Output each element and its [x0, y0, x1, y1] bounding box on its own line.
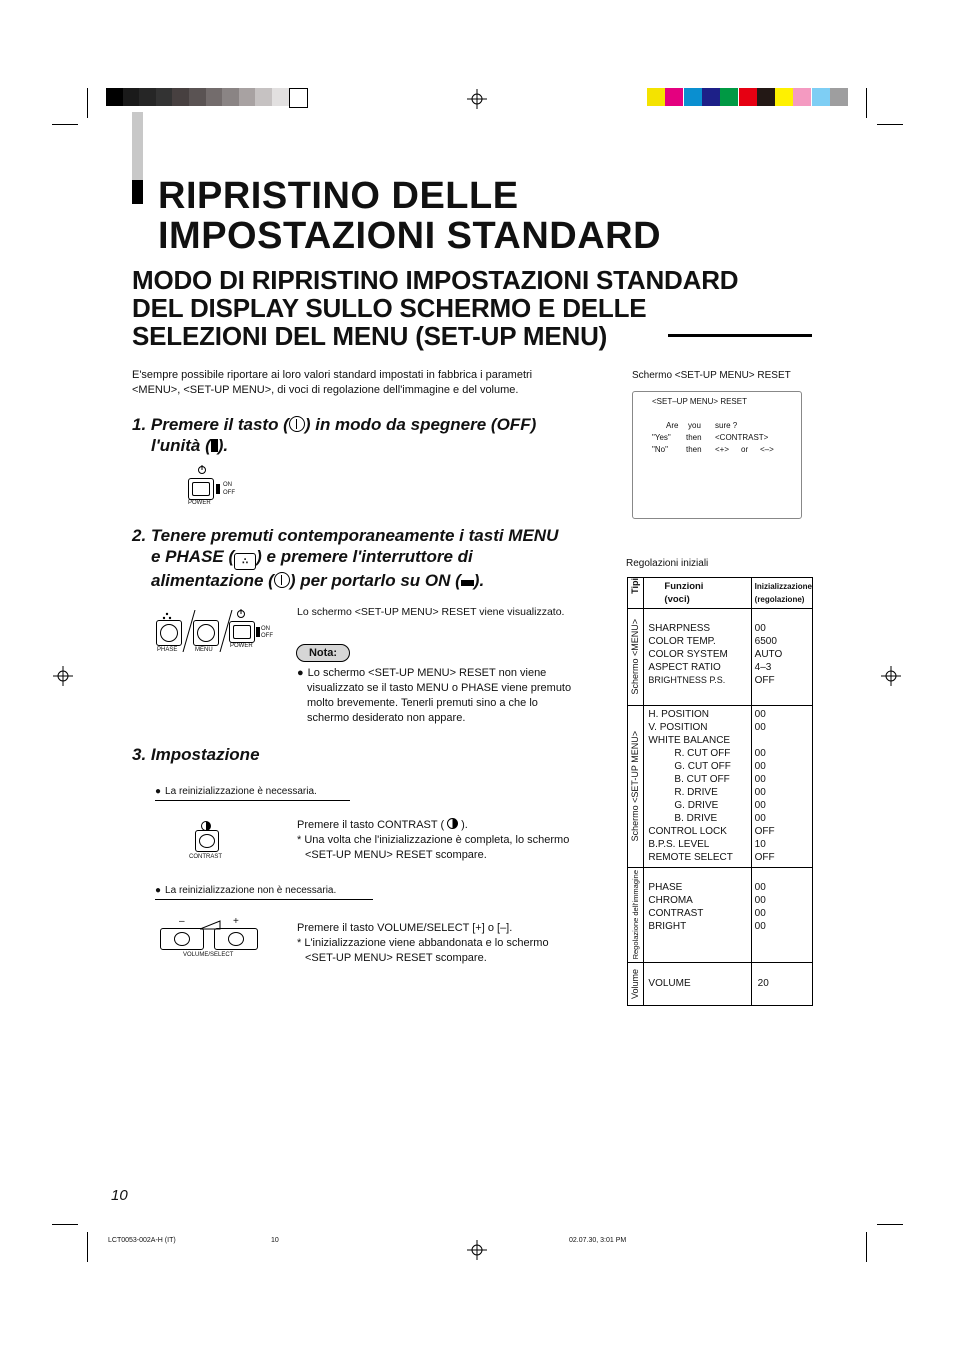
group-label: Schermo <SET-UP MENU>: [630, 731, 641, 842]
footer-date: 02.07.30, 3:01 PM: [569, 1237, 627, 1244]
power-symbol-icon: [197, 465, 207, 475]
section-heading: MODO DI RIPRISTINO IMPOSTAZIONI STANDARD DEL DISPLAY SULLO SCHERMO E DELLE SELEZIONI DEL MENU (SET-UP MENU): [132, 265, 739, 351]
color-swatch: [665, 88, 683, 106]
volume-plus-button[interactable]: [214, 928, 258, 950]
group-label: Regolazione dell'immagine: [631, 870, 641, 960]
contrast-symbol-icon: [447, 818, 458, 829]
color-swatch: [793, 88, 811, 106]
function-item: PHASE: [648, 882, 683, 893]
function-item: H. POSITION: [648, 709, 709, 720]
function-item: R. DRIVE: [674, 787, 718, 798]
gray-swatch: [289, 88, 308, 108]
color-swatch: [739, 88, 757, 106]
init-value: OFF: [754, 852, 775, 863]
init-value: 00: [754, 787, 766, 798]
gray-swatch: [239, 88, 256, 106]
step-2: 2. Tenere premuti contemporaneamente i tasti MENU e PHASE ( ∴ ) e premere l'interruttore di alimentazione ( ) per portarlo su ON ( ).: [132, 526, 559, 590]
function-item: BRIGHTNESS P.S.: [648, 675, 726, 685]
gray-swatch: [156, 88, 173, 106]
table-header-type: Tipi: [628, 578, 644, 609]
screen-caption: Schermo <SET-UP MENU> RESET: [632, 370, 791, 381]
registration-target-icon: [467, 1240, 487, 1260]
init-value: 00: [754, 709, 766, 720]
function-item: BRIGHT: [648, 921, 687, 932]
function-item: R. CUT OFF: [674, 748, 731, 759]
crop-mark: [52, 124, 78, 125]
crop-mark: [87, 88, 88, 118]
menu-label: MENU: [195, 647, 213, 653]
step-1: 1. Premere il tasto ( ) in modo da spegnere (OFF) l'unità ( ).: [132, 415, 537, 455]
volume-select-label: VOLUME/SELECT: [183, 952, 234, 958]
page-title: RIPRISTINO DELLE IMPOSTAZIONI STANDARD: [158, 175, 662, 257]
phase-symbol-icon: [161, 612, 173, 620]
init-value: 00: [754, 921, 766, 932]
crop-mark: [87, 1232, 88, 1262]
menu-button[interactable]: [193, 620, 219, 646]
function-item: ASPECT RATIO: [648, 662, 721, 673]
power-label: POWER: [230, 643, 253, 649]
switch-indicator: [256, 627, 260, 637]
gray-swatch: [189, 88, 206, 106]
footer-code: LCT0053-002A-H (IT): [108, 1237, 176, 1244]
initial-settings-table: [627, 577, 813, 1006]
init-value: 00: [754, 722, 766, 733]
off-label: OFF: [261, 633, 273, 639]
gray-swatch: [123, 88, 140, 106]
init-value: 6500: [754, 636, 777, 647]
contrast-label: CONTRAST: [189, 854, 222, 860]
switch-indicator: [216, 484, 220, 494]
init-value: 00: [754, 748, 766, 759]
step-2-caption: Lo schermo <SET-UP MENU> RESET viene visualizzato.: [297, 606, 565, 618]
gray-swatch: [106, 88, 123, 106]
gray-swatch: [139, 88, 156, 106]
table-row: [628, 963, 813, 1006]
color-swatch: [647, 88, 665, 106]
color-swatch: [702, 88, 720, 106]
color-swatch: [720, 88, 738, 106]
power-symbol-icon: [289, 416, 305, 432]
intro-text: E'sempre possibile riportare ai loro valori standard impostati in fabbrica i parametri <MENU>, <SET-UP MENU>, di voci di regolazione dell'immagine e del volume.: [132, 369, 533, 396]
page-number: 10: [111, 1187, 128, 1204]
init-value: AUTO: [754, 649, 783, 660]
table-header-function: Funzioni (voci): [644, 578, 751, 609]
init-value: 4–3: [754, 662, 772, 673]
crop-mark: [877, 124, 903, 125]
function-item: COLOR SYSTEM: [648, 649, 728, 660]
on-label: ON: [261, 626, 270, 632]
init-value: 00: [754, 761, 766, 772]
step-3: 3. Impostazione: [132, 745, 260, 764]
title-marker: [132, 180, 143, 204]
note-text: ● Lo schermo <SET-UP MENU> RESET non viene visualizzato se il tasto MENU o PHASE viene premuto molto brevemente. Tenerli premuti sino a che lo schermo desiderato non appare.: [297, 666, 607, 726]
power-symbol-icon: [236, 609, 246, 619]
minus-label: –: [179, 916, 185, 927]
function-item: VOLUME: [648, 978, 691, 989]
registration-target-icon: [53, 666, 73, 686]
heading-rule: [668, 334, 812, 337]
gray-swatch: [272, 88, 289, 106]
init-value: OFF: [754, 826, 775, 837]
function-item: CHROMA: [648, 895, 693, 906]
gray-swatch: [222, 88, 239, 106]
init-value: 00: [754, 623, 766, 634]
function-item: SHARPNESS: [648, 623, 711, 634]
case-reset-not-needed: ● La reinizializzazione non è necessaria.: [155, 884, 373, 900]
init-value: 00: [754, 908, 766, 919]
note-badge: Nota:: [296, 644, 350, 662]
reset-screen: <SET–UP MENU> RESET Are you sure ? "Yes" then <CONTRAST> "No" then <+> or <–>: [632, 391, 802, 519]
on-indicator-icon: [461, 580, 474, 586]
group-label: Volume: [630, 968, 641, 1000]
registration-target-icon: [881, 666, 901, 686]
power-button[interactable]: [188, 478, 214, 500]
color-swatch: [684, 88, 702, 106]
function-item: REMOTE SELECT: [648, 852, 733, 863]
function-item: V. POSITION: [648, 722, 708, 733]
phase-button[interactable]: [156, 620, 182, 646]
case-1-text: Premere il tasto CONTRAST ( ). * Una volta che l'inizializzazione è completa, lo schermo <SET-UP MENU> RESET scompare.: [297, 819, 570, 861]
table-row: [628, 609, 813, 706]
init-value: 00: [754, 895, 766, 906]
color-swatch: [830, 88, 848, 106]
volume-minus-button[interactable]: [160, 928, 204, 950]
color-swatch: [775, 88, 793, 106]
function-item: G. CUT OFF: [674, 761, 731, 772]
function-item: B. CUT OFF: [674, 774, 730, 785]
init-value: [755, 734, 812, 747]
footer-page: 10: [271, 1237, 279, 1244]
case-2-text: Premere il tasto VOLUME/SELECT [+] o [–]. * L'inizializzazione viene abbandonata e lo schermo <SET-UP MENU> RESET scompare.: [297, 922, 549, 964]
init-value: 00: [754, 800, 766, 811]
group-label: Schermo <MENU>: [630, 619, 641, 695]
phase-symbol-icon: ∴: [234, 553, 256, 570]
power-label: POWER: [188, 500, 211, 506]
function-item: WHITE BALANCE: [648, 735, 731, 746]
table-row: [628, 868, 813, 963]
init-value: OFF: [754, 675, 775, 686]
color-swatch: [812, 88, 830, 106]
color-swatch: [757, 88, 775, 106]
crop-mark: [866, 88, 867, 118]
table-header-init: Inizializzazione (regolazione): [751, 578, 812, 609]
function-item: CONTROL LOCK: [648, 826, 727, 837]
off-label: OFF: [223, 490, 235, 496]
init-value: 00: [754, 882, 766, 893]
off-indicator-icon: [211, 439, 218, 452]
crop-mark: [866, 1232, 867, 1262]
contrast-button[interactable]: [195, 830, 219, 852]
function-item: B.P.S. LEVEL: [648, 839, 710, 850]
init-value: 10: [754, 839, 766, 850]
power-symbol-icon: [274, 572, 290, 588]
gray-swatch: [255, 88, 272, 106]
crop-mark: [52, 1224, 78, 1225]
registration-target-icon: [467, 89, 487, 109]
gray-swatch: [206, 88, 223, 106]
function-item: CONTRAST: [648, 908, 704, 919]
function-item: G. DRIVE: [674, 800, 719, 811]
table-row: [628, 706, 813, 868]
case-reset-needed: ● La reinizializzazione è necessaria.: [155, 785, 350, 801]
function-item: COLOR TEMP.: [648, 636, 716, 647]
on-label: ON: [223, 482, 232, 488]
function-item: B. DRIVE: [674, 813, 718, 824]
gray-swatch: [172, 88, 189, 106]
crop-mark: [877, 1224, 903, 1225]
init-value: 00: [754, 813, 766, 824]
plus-label: +: [233, 916, 239, 927]
init-value: 00: [754, 774, 766, 785]
phase-label: PHASE: [157, 647, 178, 653]
power-button[interactable]: [229, 621, 255, 643]
init-value: 20: [757, 978, 769, 989]
table-caption: Regolazioni iniziali: [626, 558, 709, 569]
